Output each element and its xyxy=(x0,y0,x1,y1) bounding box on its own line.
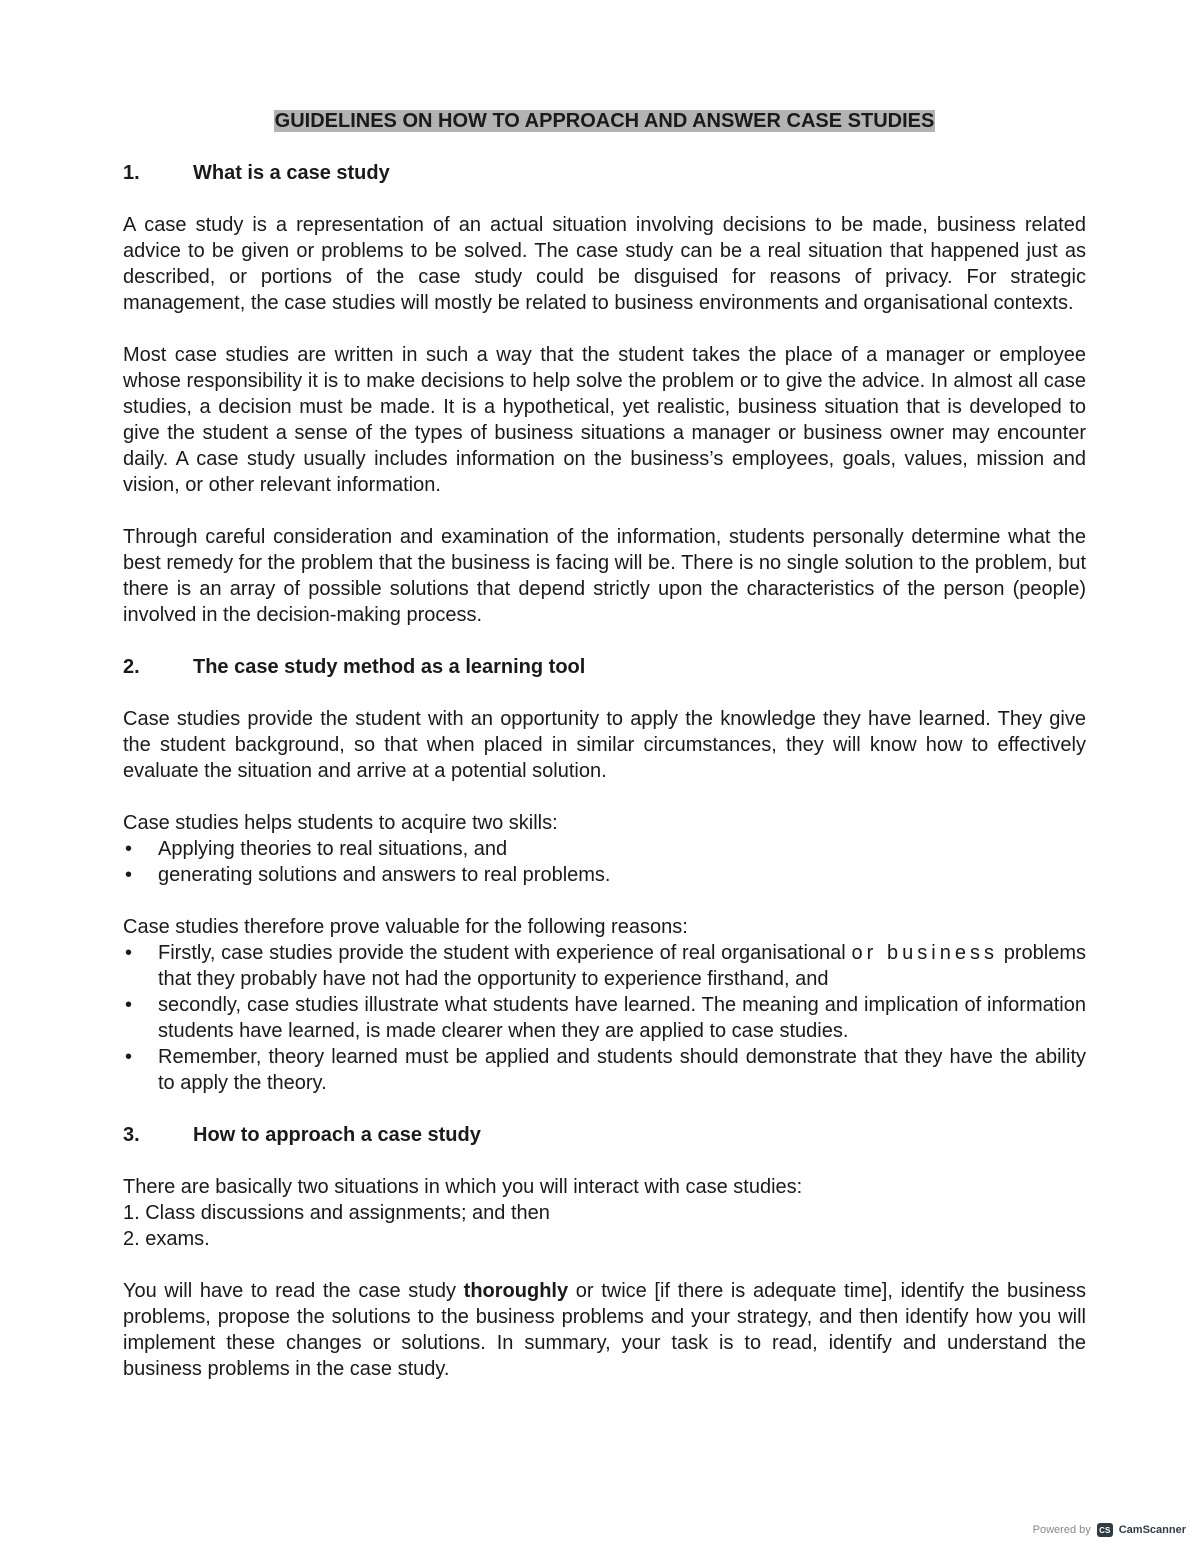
document-title-text: GUIDELINES ON HOW TO APPROACH AND ANSWER CASE STUDIES xyxy=(274,110,935,132)
section-1-number: 1. xyxy=(123,162,140,184)
reason-1-text-c: problems that they probably have not had the opportunity to experience firsthand, and xyxy=(158,942,1087,990)
section-3-heading xyxy=(123,1122,1086,1148)
powered-by-label: Powered by xyxy=(1032,1524,1091,1536)
list-item: • secondly, case studies illustrate what students have learned. The meaning and implication of information students have learned, is made clearer when they are applied to case studies. xyxy=(123,992,1086,1044)
section-3-text-b: or twice [if there is adequate time], identify the business problems, propose the solutions to the business problems and your strategy, and then identify how you will implement these changes or solutions. In summary, your task is to read, identify and understand the business problems in the case study. xyxy=(123,1280,1086,1380)
reason-1-text-a: Firstly, case studies provide the student with experience of real organisational xyxy=(158,942,852,964)
document-page xyxy=(123,108,1086,1408)
section-1-paragraph-2: Most case studies are written in such a way that the student takes the place of a manager or employee whose responsibility it is to make decisions to help solve the problem or to give the advice. In almost all case studies, a decision must be made. It is a hypothetical, yet realistic, business situation that is developed to give the student a sense of the types of business situations a manager or business owner may encounter daily. A case study usually includes information on the business’s employees, goals, values, mission and vision, or other relevant information. xyxy=(123,344,1086,496)
list-item: 1. Class discussions and assignments; and then xyxy=(123,1202,550,1224)
section-1-heading xyxy=(123,160,1086,186)
list-item: • Remember, theory learned must be applied and students should demonstrate that they have the ability to apply the theory. xyxy=(123,1044,1086,1096)
list-item xyxy=(123,940,1086,992)
camscanner-logo-icon: CS xyxy=(1097,1523,1113,1537)
section-1-paragraph-1: A case study is a representation of an actual situation involving decisions to be made, business related advice to be given or problems to be solved. The case study can be a real situation that happened just as described, or portions of the case study could be disguised for reasons of privacy. For strategic management, the case studies will mostly be related to business environments and organisational contexts. xyxy=(123,214,1086,314)
list-item: 2. exams. xyxy=(123,1228,210,1250)
reasons-list xyxy=(123,940,1086,1096)
section-3-intro: There are basically two situations in which you will interact with case studies: xyxy=(123,1176,803,1198)
section-3-number: 3. xyxy=(123,1124,140,1146)
section-3-text-a: You will have to read the case study xyxy=(123,1280,464,1302)
section-3-title: How to approach a case study xyxy=(193,1124,481,1146)
section-2-heading xyxy=(123,654,1086,680)
reason-1-text-b: or business xyxy=(851,942,998,964)
section-2-number: 2. xyxy=(123,656,140,678)
list-item: • generating solutions and answers to real problems. xyxy=(123,862,1086,888)
section-1-paragraph-3: Through careful consideration and examination of the information, students personally determine what the best remedy for the problem that the business is facing will be. There is no single solution to the problem, but there is an array of possible solutions that depend strictly upon the characteristics of the person (people) involved in the decision-making process. xyxy=(123,526,1086,626)
list-item: • Applying theories to real situations, and xyxy=(123,836,1086,862)
document-title xyxy=(123,108,1086,134)
camscanner-brand: CamScanner xyxy=(1118,1524,1186,1536)
situations-list xyxy=(123,1200,1086,1252)
section-3-emphasis: thoroughly xyxy=(463,1280,569,1302)
section-1-title: What is a case study xyxy=(193,162,390,184)
camscanner-watermark xyxy=(1033,1523,1186,1537)
skills-intro: Case studies helps students to acquire two skills: xyxy=(123,812,558,834)
skills-list xyxy=(123,836,1086,888)
section-2-title: The case study method as a learning tool xyxy=(193,656,586,678)
section-2-paragraph-1: Case studies provide the student with an opportunity to apply the knowledge they have learned. They give the student background, so that when placed in similar circumstances, they will know how to effectively evaluate the situation and arrive at a potential solution. xyxy=(123,708,1086,782)
reasons-intro: Case studies therefore prove valuable for the following reasons: xyxy=(123,916,688,938)
section-3-paragraph xyxy=(123,1278,1086,1382)
